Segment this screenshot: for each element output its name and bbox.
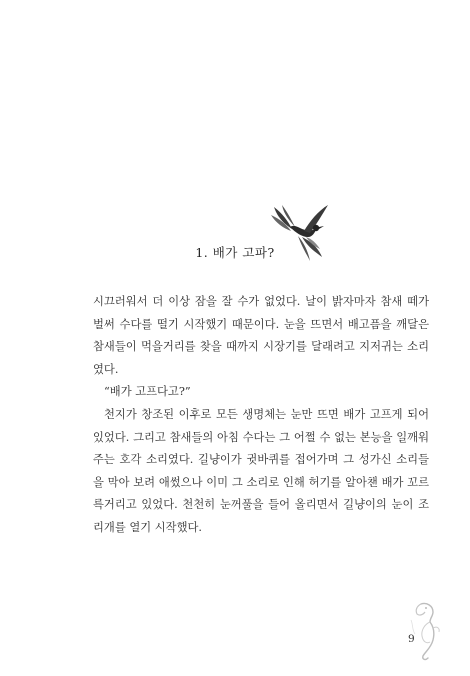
chapter-body <box>93 291 429 540</box>
page-number: 9 <box>408 633 415 645</box>
seahorse-icon <box>403 600 445 662</box>
body-paragraph: 시끄러워서 더 이상 잠을 잘 수가 없었다. 날이 밝자마자 참새 떼가 벌써 수다를 떨기 시작했기 때문이다. 눈을 뜨면서 배고픔을 깨달은 참새들이 먹을거리를 찾을 때까지 시장기를 달래려고 지저귀는 소리였다. <box>93 295 429 376</box>
body-paragraph: 천지가 창조된 이후로 모든 생명체는 눈만 뜨면 배가 고프게 되어 있었다. 그리고 참새들의 아침 수다는 그 어쩔 수 없는 본능을 일깨워 주는 호각 소리였다. 길냥이가 귓바퀴를 접어가며 그 성가신 소리들을 막아 보려 애썼으나 이미 그 소리로 인해 허기를 알아챈 배가 꼬르륵거리고 있었다. 천천히 눈꺼풀을 들어 올리면서 길냥이의 눈이 조리개를 열기 시작했다. <box>93 407 429 534</box>
body-paragraph: “배가 고프다고?” <box>104 385 191 399</box>
chapter-title: 1. 배가 고파? <box>195 245 275 260</box>
